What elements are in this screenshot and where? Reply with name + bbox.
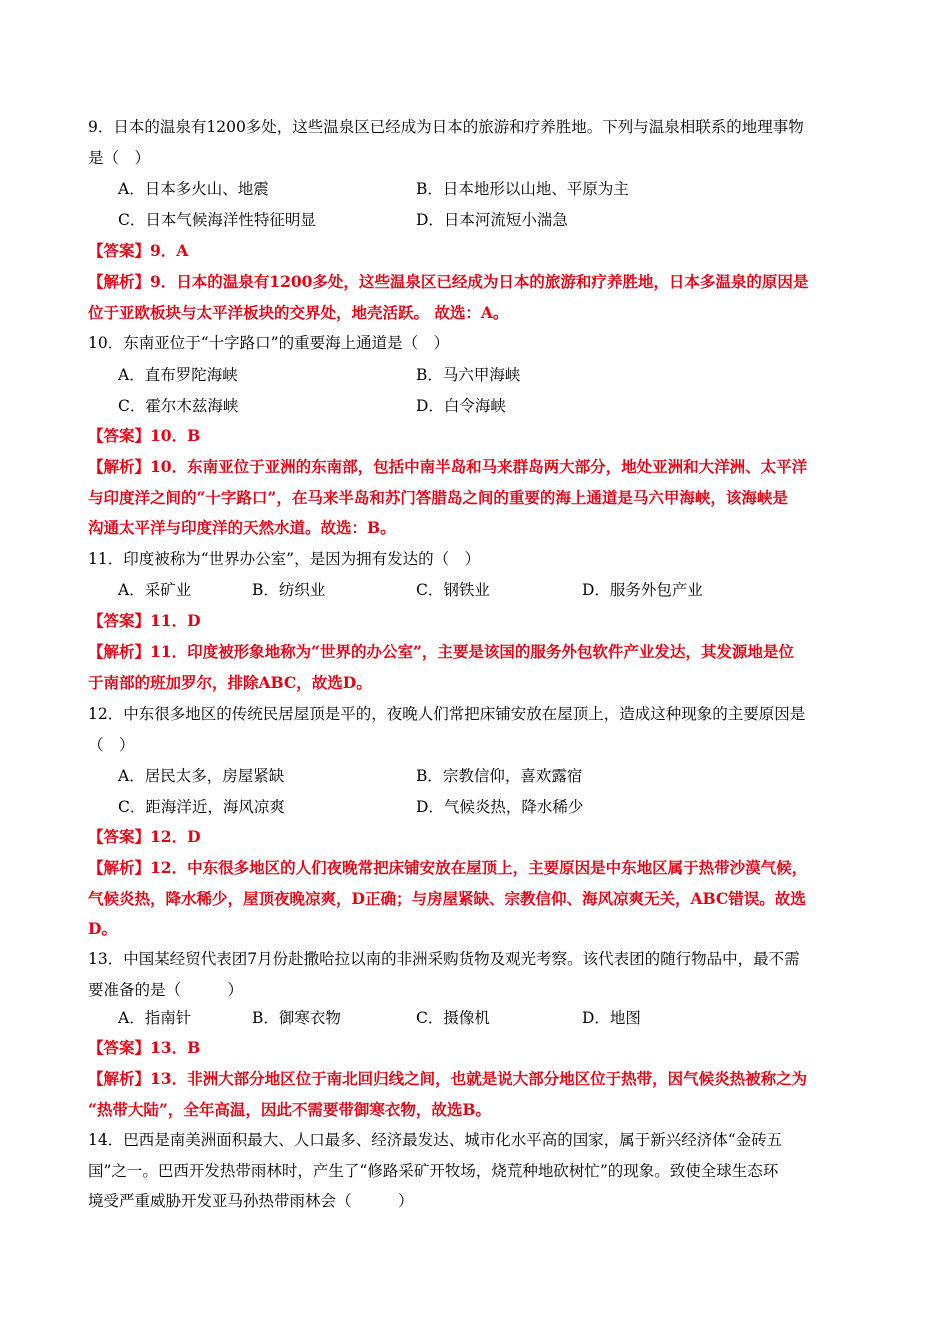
analysis-line: 于南部的班加罗尔，排除ABC，故选D。 [88, 672, 372, 692]
option-d: D．日本河流短小湍急 [416, 211, 568, 229]
question-9-answer [88, 236, 863, 267]
analysis-line: 【解析】12．中东很多地区的人们夜晚常把床铺安放在屋顶上，主要原因是中东地区属于热带沙漠气候， [88, 858, 808, 877]
answer-line: 【答案】9．A [88, 241, 189, 260]
question-10-options [118, 360, 858, 422]
analysis-line: 沟通太平洋与印度洋的天然水道。故选：B。 [88, 518, 396, 537]
question-13-analysis [88, 1064, 863, 1125]
option-d: D．白令海峡 [416, 397, 506, 415]
stem-line: （ ） [88, 735, 135, 754]
option-c: C．钢铁业 [416, 581, 490, 599]
analysis-line: 与印度洋之间的“十字路口”，在马来半岛和苏门答腊岛之间的重要的海上通道是马六甲海峡，该海峡是 [88, 487, 788, 507]
option-c: C．摄像机 [416, 1009, 490, 1027]
stem-line: 11．印度被称为“世界办公室”，是因为拥有发达的（ ） [88, 550, 481, 568]
question-13-answer [88, 1033, 863, 1064]
question-9-options [118, 174, 858, 236]
option-a: A．采矿业 [118, 581, 192, 599]
option-a: A．直布罗陀海峡 [118, 366, 238, 384]
stem-line: 14．巴西是南美洲面积最大、人口最多、经济最发达、城市化水平高的国家，属于新兴经济体“金砖五 [88, 1131, 783, 1149]
question-10-analysis [88, 452, 863, 544]
question-9-stem [88, 112, 863, 173]
option-b: B．御寒衣物 [252, 1009, 341, 1027]
option-b: B．宗教信仰，喜欢露宿 [416, 767, 583, 785]
question-14-stem [88, 1125, 863, 1217]
question-12-options [118, 761, 858, 823]
analysis-line: 【解析】9．日本的温泉有1200多处，这些温泉区已经成为日本的旅游和疗养胜地，日本多温泉的原因是 [88, 272, 809, 291]
option-d: D．地图 [582, 1009, 641, 1027]
option-d: D．气候炎热，降水稀少 [416, 798, 584, 816]
stem-line: 13．中国某经贸代表团7月份赴撒哈拉以南的非洲采购货物及观光考察。该代表团的随行物品中，最不需 [88, 950, 800, 968]
question-10-stem [88, 328, 863, 359]
answer-line: 【答案】11．D [88, 611, 201, 630]
stem-line: 是（ ） [88, 148, 151, 167]
question-12-analysis [88, 853, 863, 945]
question-12-stem [88, 699, 863, 760]
analysis-line: 【解析】13．非洲大部分地区位于南北回归线之间，也就是说大部分地区位于热带，因气候炎热被称之为 [88, 1069, 808, 1088]
option-a: A．指南针 [118, 1009, 192, 1027]
analysis-line: 【解析】10．东南亚位于亚洲的东南部，包括中南半岛和马来群岛两大部分，地处亚洲和大洋洲、太平洋 [88, 457, 808, 476]
answer-line: 【答案】13．B [88, 1038, 201, 1057]
analysis-line: “热带大陆”，全年高温，因此不需要带御寒衣物，故选B。 [88, 1099, 491, 1119]
option-c: C．距海洋近，海风凉爽 [118, 798, 285, 816]
question-11-stem [88, 544, 863, 575]
analysis-line: 【解析】11．印度被形象地称为“世界的办公室”，主要是该国的服务外包软件产业发达，其发源地是位 [88, 642, 794, 661]
option-a: A．日本多火山、地震 [118, 180, 269, 198]
stem-line: 境受严重威胁开发亚马孙热带雨林会（ ） [88, 1192, 414, 1210]
question-11-answer [88, 606, 863, 637]
option-b: B．纺织业 [252, 581, 326, 599]
question-13-options [118, 1003, 858, 1034]
answer-line: 【答案】10．B [88, 426, 201, 445]
stem-line: 要准备的是（ ） [88, 980, 244, 999]
option-c: C．霍尔木兹海峡 [118, 397, 239, 415]
question-9-analysis [88, 267, 863, 328]
question-11-options [118, 575, 858, 606]
analysis-line: D。 [88, 919, 117, 938]
question-10-answer [88, 421, 863, 452]
stem-line: 国”之一。巴西开发热带雨林时，产生了“修路采矿开牧场，烧荒种地砍树忙”的现象。致使全球生态环 [88, 1161, 779, 1180]
stem-line: 12．中东很多地区的传统民居屋顶是平的，夜晚人们常把床铺安放在屋顶上，造成这种现象的主要原因是 [88, 705, 806, 723]
option-d: D．服务外包产业 [582, 581, 703, 599]
question-13-stem [88, 944, 863, 1005]
analysis-line: 位于亚欧板块与太平洋板块的交界处，地壳活跃。 故选：A。 [88, 302, 509, 322]
option-a: A．居民太多，房屋紧缺 [118, 767, 285, 785]
option-c: C．日本气候海洋性特征明显 [118, 211, 316, 229]
analysis-line: 气候炎热，降水稀少，屋顶夜晚凉爽，D正确；与房屋紧缺、宗教信仰、海风凉爽无关，ABC错误。故选 [88, 888, 806, 908]
question-11-analysis [88, 637, 863, 698]
stem-line: 9．日本的温泉有1200多处，这些温泉区已经成为日本的旅游和疗养胜地。下列与温泉相联系的地理事物 [88, 118, 804, 136]
answer-line: 【答案】12．D [88, 827, 201, 846]
option-b: B．日本地形以山地、平原为主 [416, 180, 629, 198]
option-b: B．马六甲海峡 [416, 366, 521, 384]
stem-line: 10．东南亚位于“十字路口”的重要海上通道是（ ） [88, 334, 450, 352]
question-12-answer [88, 822, 863, 853]
